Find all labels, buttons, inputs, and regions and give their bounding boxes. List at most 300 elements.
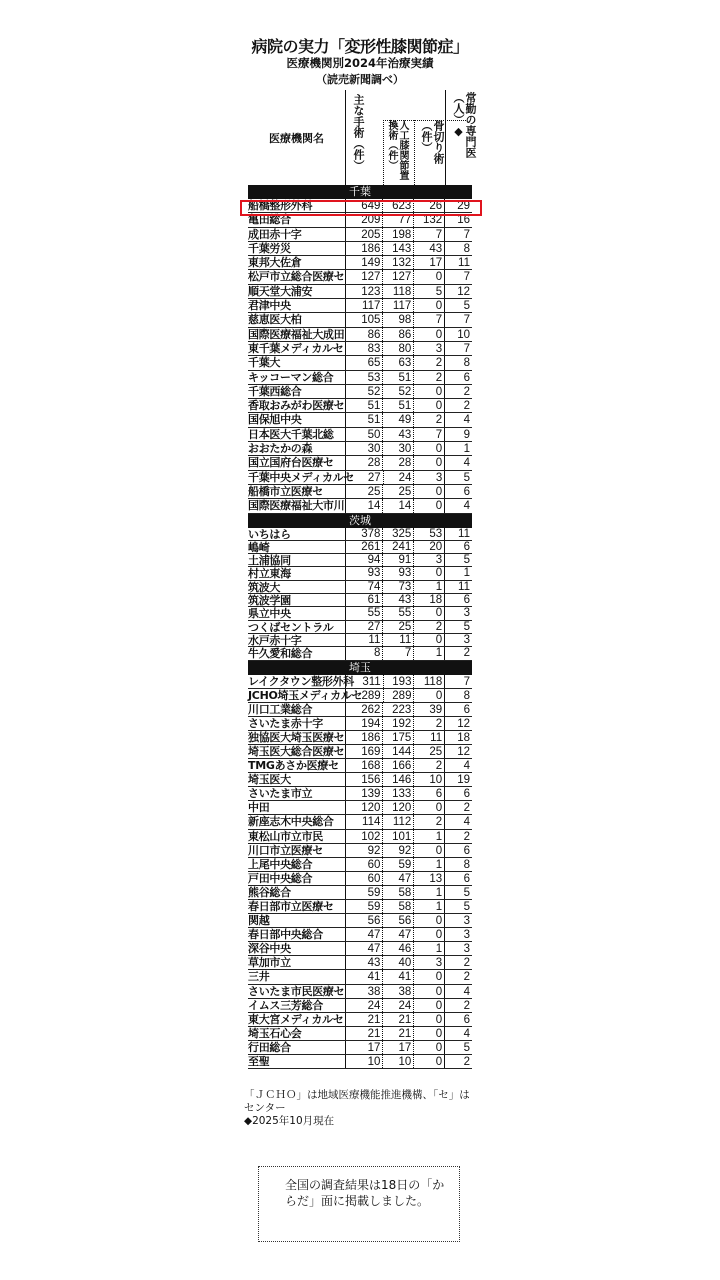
osteotomy-count: 6 (414, 787, 445, 800)
hospital-name: レイクタウン整形外科 (248, 674, 355, 688)
main-surgery-count: 168 (346, 759, 384, 772)
main-surgery-count: 52 (346, 385, 384, 398)
specialist-count: 8 (463, 858, 470, 871)
specialist-count: 7 (463, 228, 470, 241)
table-row (248, 285, 472, 299)
hospital-name: 千葉西総合 (248, 385, 346, 398)
specialist-count: 7 (463, 675, 471, 688)
tkr-count: 166 (383, 759, 414, 772)
specialist-count: 6 (463, 371, 470, 384)
osteotomy-count: 39 (414, 703, 445, 716)
main-surgery-count: 25 (346, 485, 384, 498)
hospital-name: 日本医大千葉北総 (248, 428, 346, 441)
main-surgery-count: 649 (346, 199, 384, 212)
main-surgery-count: 102 (346, 830, 384, 843)
table-row (248, 970, 472, 984)
specialist-count: 4 (463, 414, 470, 427)
main-surgery-count: 50 (346, 428, 384, 441)
osteotomy-count: 0 (414, 1041, 445, 1054)
table-row (248, 567, 472, 580)
osteotomy-count: 11 (414, 731, 445, 744)
table-row (248, 745, 472, 759)
osteotomy-count: 5 (414, 285, 445, 298)
hospital-name: 草加市立 (248, 956, 346, 969)
specialist-count: 2 (463, 385, 470, 398)
hospital-name: 埼玉石心会 (248, 1027, 346, 1040)
main-surgery-count: 311 (346, 675, 384, 688)
table-row (248, 985, 472, 999)
hospital-name: イムス三芳総合 (248, 999, 346, 1012)
hospital-name: 土浦協同 (248, 554, 346, 566)
hospital-table (248, 185, 472, 1069)
main-surgery-count: 56 (346, 914, 384, 927)
tkr-count: 21 (383, 1013, 414, 1026)
specialist-count: 5 (463, 1041, 470, 1054)
main-surgery-count: 10 (346, 1055, 384, 1068)
hospital-name: 川口市立医療セ (248, 844, 346, 857)
footnote-abbrev: 「ＪＣＨＯ」は地域医療機能推進機構、「セ」はセンター (244, 1089, 470, 1114)
article-subtitle: 医療機関別2024年治療実績 (286, 56, 434, 70)
table-row (248, 270, 472, 284)
tkr-count: 133 (383, 787, 414, 800)
table-row (248, 607, 472, 620)
table-row (248, 528, 472, 541)
tkr-count: 43 (383, 428, 414, 441)
hospital-name: 上尾中央総合 (248, 858, 346, 871)
specialist-count: 10 (457, 328, 470, 341)
tkr-count: 56 (383, 914, 414, 927)
column-header-specialists: 常勤の専門医（人）◆ (452, 92, 477, 158)
tkr-count: 17 (383, 1041, 414, 1054)
tkr-count: 146 (383, 773, 414, 786)
osteotomy-count: 0 (414, 689, 445, 702)
tkr-count: 59 (383, 858, 414, 871)
specialist-count: 6 (463, 872, 470, 885)
table-row (248, 541, 472, 554)
specialist-count: 3 (463, 943, 470, 956)
specialist-count: 2 (463, 1056, 470, 1069)
tkr-count: 325 (383, 528, 414, 540)
specialist-count: 5 (463, 886, 470, 899)
table-row (248, 1041, 472, 1055)
hospital-name: つくばセントラル (248, 621, 346, 633)
tkr-count: 11 (383, 634, 414, 646)
specialist-count: 2 (463, 957, 470, 970)
hospital-name: 埼玉医大総合医療セ (248, 744, 345, 758)
tkr-count: 63 (383, 356, 414, 369)
table-row (248, 787, 472, 801)
osteotomy-count: 1 (414, 647, 445, 659)
main-surgery-count: 47 (346, 942, 384, 955)
hospital-name: 春日部中央総合 (248, 928, 346, 941)
tkr-count: 24 (384, 471, 415, 484)
hospital-name: おおたかの森 (248, 442, 346, 455)
osteotomy-count: 1 (414, 858, 445, 871)
osteotomy-count: 13 (414, 872, 445, 885)
osteotomy-count: 18 (414, 594, 445, 606)
osteotomy-count: 10 (414, 773, 445, 786)
osteotomy-count: 0 (414, 607, 445, 619)
table-row (248, 399, 472, 413)
table-row (248, 634, 472, 647)
hospital-name: 熊谷総合 (248, 886, 346, 899)
main-surgery-count: 114 (346, 815, 384, 828)
osteotomy-count: 26 (414, 199, 445, 212)
osteotomy-count: 0 (414, 999, 445, 1012)
table-row (248, 815, 472, 829)
hospital-name: 中田 (248, 801, 346, 814)
tkr-count: 98 (383, 313, 414, 326)
hospital-name: 水戸赤十字 (248, 634, 346, 646)
tkr-count: 198 (383, 228, 414, 241)
hospital-name: 国保旭中央 (248, 413, 346, 426)
specialist-count: 5 (463, 471, 471, 484)
table-row (248, 689, 472, 703)
specialist-count: 3 (463, 633, 470, 646)
table-row (248, 942, 472, 956)
tkr-count: 175 (383, 731, 414, 744)
tkr-count: 52 (383, 385, 414, 398)
osteotomy-count: 3 (414, 956, 445, 969)
main-surgery-count: 262 (346, 703, 384, 716)
osteotomy-count: 1 (414, 581, 445, 593)
main-surgery-count: 65 (346, 356, 384, 369)
osteotomy-count: 7 (414, 428, 445, 441)
main-surgery-count: 92 (346, 844, 384, 857)
specialist-count: 4 (463, 1027, 470, 1040)
table-row (248, 581, 472, 594)
main-surgery-count: 11 (346, 634, 384, 646)
tkr-count: 193 (384, 675, 415, 688)
main-surgery-count: 30 (346, 442, 384, 455)
tkr-count: 41 (383, 970, 414, 983)
main-surgery-count: 59 (346, 900, 384, 913)
specialist-count: 5 (463, 300, 470, 313)
table-row (248, 356, 472, 370)
main-surgery-count: 47 (346, 928, 384, 941)
main-surgery-count: 194 (346, 717, 384, 730)
hospital-name: TMGあさか医療セ (248, 759, 346, 772)
table-row (248, 342, 472, 356)
table-row (248, 242, 472, 256)
hospital-name: 東大宮メディカルセ (248, 1013, 346, 1026)
hospital-name: 国立国府台医療セ (248, 456, 346, 469)
hospital-name: 県立中央 (248, 607, 346, 619)
table-row (248, 900, 472, 914)
table-row (248, 956, 472, 970)
main-surgery-count: 149 (346, 256, 384, 269)
specialist-count: 8 (463, 357, 470, 370)
specialist-count: 9 (463, 428, 470, 441)
main-surgery-count: 59 (346, 886, 384, 899)
specialist-count: 2 (463, 802, 470, 815)
main-surgery-count: 21 (346, 1027, 384, 1040)
specialist-count: 29 (457, 200, 470, 212)
hospital-name: 船橋市立医療セ (248, 485, 346, 498)
tkr-count: 86 (383, 328, 414, 341)
hospital-name: さいたま市立 (248, 787, 346, 800)
tkr-count: 120 (383, 801, 414, 814)
hospital-name: 関越 (248, 914, 346, 927)
table-row (248, 830, 472, 844)
table-row (248, 499, 472, 513)
osteotomy-count: 0 (414, 985, 445, 998)
column-header-name: 医療機関名 (269, 132, 324, 145)
tkr-count: 241 (383, 541, 414, 553)
table-row (248, 647, 472, 660)
hospital-name: 国際医療福祉大市川 (248, 499, 345, 513)
tkr-count: 127 (383, 270, 414, 283)
specialist-count: 11 (458, 527, 470, 540)
tkr-count: 51 (383, 371, 414, 384)
hospital-name: 千葉大 (248, 356, 346, 369)
osteotomy-count: 0 (414, 270, 445, 283)
table-row (248, 1055, 472, 1069)
column-header-main-surgery: 主な手術（件） (352, 94, 365, 171)
table-row (248, 703, 472, 717)
specialist-count: 6 (463, 1013, 470, 1026)
tkr-count: 117 (383, 299, 414, 312)
tkr-count: 118 (383, 285, 414, 298)
table-row (248, 256, 472, 270)
tkr-count: 51 (383, 399, 414, 412)
tkr-count: 223 (383, 703, 414, 716)
specialist-count: 2 (463, 999, 470, 1012)
tkr-count: 73 (383, 581, 414, 593)
table-row (248, 759, 472, 773)
hospital-name: 慈恵医大柏 (248, 313, 346, 326)
specialist-count: 4 (463, 457, 470, 470)
specialist-count: 19 (457, 774, 470, 787)
osteotomy-count: 1 (414, 942, 445, 955)
osteotomy-count: 0 (414, 970, 445, 983)
hospital-name: 行田総合 (248, 1041, 346, 1054)
hospital-name: 東松山市立市民 (248, 830, 346, 843)
tkr-count: 58 (383, 900, 414, 913)
hospital-name: 独協医大埼玉医療セ (248, 730, 345, 744)
tkr-count: 623 (383, 199, 414, 212)
table-row (248, 928, 472, 942)
osteotomy-count: 1 (414, 900, 445, 913)
osteotomy-count: 0 (414, 567, 445, 579)
osteotomy-count: 2 (414, 759, 445, 772)
main-surgery-count: 28 (346, 456, 384, 469)
main-surgery-count: 205 (346, 228, 384, 241)
tkr-count: 25 (383, 485, 414, 498)
tkr-count: 101 (383, 830, 414, 843)
osteotomy-count: 0 (414, 1027, 445, 1040)
osteotomy-count: 2 (414, 356, 445, 369)
notice-box: 全国の調査結果は18日の「からだ」面に掲載しました。 (258, 1166, 460, 1242)
table-row (248, 858, 472, 872)
osteotomy-count: 0 (414, 399, 445, 412)
specialist-count: 16 (457, 214, 470, 227)
osteotomy-count: 25 (414, 745, 445, 758)
osteotomy-count: 0 (414, 1055, 445, 1068)
osteotomy-count: 17 (414, 256, 445, 269)
table-row (248, 554, 472, 567)
table-row (248, 456, 472, 470)
tkr-count: 289 (384, 689, 415, 702)
specialist-count: 6 (463, 594, 470, 607)
specialist-count: 4 (463, 985, 470, 998)
table-row (248, 371, 472, 385)
tkr-count: 43 (383, 594, 414, 606)
main-surgery-count: 93 (346, 567, 384, 579)
specialist-count: 4 (463, 760, 470, 773)
tkr-count: 47 (383, 872, 414, 885)
hospital-name: 船橋整形外科 (248, 199, 346, 212)
hospital-name: 千葉労災 (248, 242, 346, 255)
hospital-name: 至聖 (248, 1055, 346, 1068)
tkr-count: 92 (383, 844, 414, 857)
table-row (248, 471, 472, 485)
hospital-name: 君津中央 (248, 299, 346, 312)
main-surgery-count: 86 (346, 328, 384, 341)
table-row (248, 299, 472, 313)
main-surgery-count: 156 (346, 773, 384, 786)
hospital-name: 松戸市立総合医療セ (248, 270, 345, 284)
specialist-count: 5 (463, 554, 470, 567)
table-row (248, 999, 472, 1013)
main-surgery-count: 17 (346, 1041, 384, 1054)
main-surgery-count: 186 (346, 242, 384, 255)
specialist-count: 4 (463, 816, 470, 829)
tkr-count: 21 (383, 1027, 414, 1040)
hospital-name: 成田赤十字 (248, 228, 346, 241)
hospital-name: 埼玉医大 (248, 773, 346, 786)
main-surgery-count: 74 (346, 581, 384, 593)
hospital-name: 戸田中央総合 (248, 872, 346, 885)
main-surgery-count: 14 (346, 499, 384, 512)
main-surgery-count: 139 (346, 787, 384, 800)
osteotomy-count: 0 (414, 928, 445, 941)
specialist-count: 2 (463, 830, 470, 843)
tkr-count: 93 (383, 567, 414, 579)
osteotomy-count: 0 (414, 328, 445, 341)
osteotomy-count: 3 (414, 342, 445, 355)
hospital-name: 深谷中央 (248, 942, 346, 955)
osteotomy-count: 2 (414, 621, 445, 633)
table-row (248, 1027, 472, 1041)
hospital-name: 東千葉メディカルセ (248, 342, 346, 355)
table-row (248, 886, 472, 900)
hospital-name: 村立東海 (248, 567, 346, 579)
main-surgery-count: 120 (346, 801, 384, 814)
osteotomy-count: 2 (414, 413, 445, 426)
table-row (248, 675, 472, 689)
osteotomy-count: 53 (414, 528, 445, 540)
hospital-name: さいたま市民医療セ (248, 984, 345, 998)
table-row (248, 328, 472, 342)
footnote-date: ◆2025年10月現在 (244, 1115, 335, 1127)
osteotomy-count: 2 (414, 815, 445, 828)
main-surgery-count: 51 (346, 399, 384, 412)
hospital-name: 三井 (248, 970, 346, 983)
main-surgery-count: 55 (346, 607, 384, 619)
table-row (248, 914, 472, 928)
tkr-count: 144 (383, 745, 414, 758)
osteotomy-count: 118 (414, 675, 445, 688)
osteotomy-count: 0 (414, 385, 445, 398)
main-surgery-count: 21 (346, 1013, 384, 1026)
main-surgery-count: 41 (346, 970, 384, 983)
specialist-count: 6 (463, 485, 470, 498)
main-surgery-count: 117 (346, 299, 384, 312)
hospital-name: JCHO埼玉メディカルセ (248, 688, 363, 702)
specialist-count: 6 (463, 788, 470, 801)
specialist-count: 1 (463, 443, 470, 456)
table-row (248, 228, 472, 242)
specialist-count: 7 (463, 271, 470, 284)
osteotomy-count: 43 (414, 242, 445, 255)
specialist-count: 18 (457, 731, 470, 744)
table-row (248, 621, 472, 634)
hospital-name: 亀田総合 (248, 213, 346, 226)
specialist-count: 12 (457, 717, 470, 730)
osteotomy-count: 0 (414, 499, 445, 512)
tkr-count: 192 (383, 717, 414, 730)
hospital-name: 国際医療福祉大成田 (248, 327, 345, 341)
tkr-count: 80 (383, 342, 414, 355)
table-row (248, 773, 472, 787)
table-row (248, 313, 472, 327)
specialist-count: 7 (463, 314, 470, 327)
table-row (248, 872, 472, 886)
highlight-box (240, 200, 482, 216)
specialist-count: 5 (463, 620, 470, 633)
specialist-count: 3 (463, 915, 470, 928)
main-surgery-count: 261 (346, 541, 384, 553)
osteotomy-count: 132 (414, 213, 445, 226)
osteotomy-count: 0 (414, 456, 445, 469)
table-row (248, 485, 472, 499)
specialist-count: 7 (463, 342, 470, 355)
specialist-count: 3 (463, 929, 470, 942)
main-surgery-count: 60 (346, 858, 384, 871)
osteotomy-count: 0 (414, 1013, 445, 1026)
specialist-count: 3 (463, 607, 470, 620)
specialist-count: 12 (457, 745, 470, 758)
osteotomy-count: 2 (414, 371, 445, 384)
hospital-name: さいたま赤十字 (248, 717, 346, 730)
osteotomy-count: 20 (414, 541, 445, 553)
hospital-name: 春日部市立医療セ (248, 900, 346, 913)
tkr-count: 14 (383, 499, 414, 512)
main-surgery-count: 289 (346, 689, 384, 702)
hospital-name: 筑波大 (248, 581, 346, 593)
tkr-count: 25 (383, 621, 414, 633)
table-row (248, 844, 472, 858)
main-surgery-count: 51 (346, 413, 384, 426)
specialist-count: 2 (463, 971, 470, 984)
main-surgery-count: 38 (346, 985, 384, 998)
specialist-count: 2 (463, 647, 470, 660)
main-surgery-count: 209 (346, 213, 384, 226)
main-surgery-count: 60 (346, 872, 384, 885)
main-surgery-count: 169 (346, 745, 384, 758)
tkr-count: 10 (383, 1055, 414, 1068)
tkr-count: 58 (383, 886, 414, 899)
specialist-count: 8 (463, 689, 471, 702)
table-row (248, 801, 472, 815)
hospital-name: 筑波学園 (248, 594, 346, 606)
tkr-count: 143 (383, 242, 414, 255)
specialist-count: 5 (463, 901, 470, 913)
section-header: 千葉 (248, 185, 472, 199)
osteotomy-count: 0 (414, 844, 445, 857)
specialist-count: 12 (457, 285, 470, 298)
